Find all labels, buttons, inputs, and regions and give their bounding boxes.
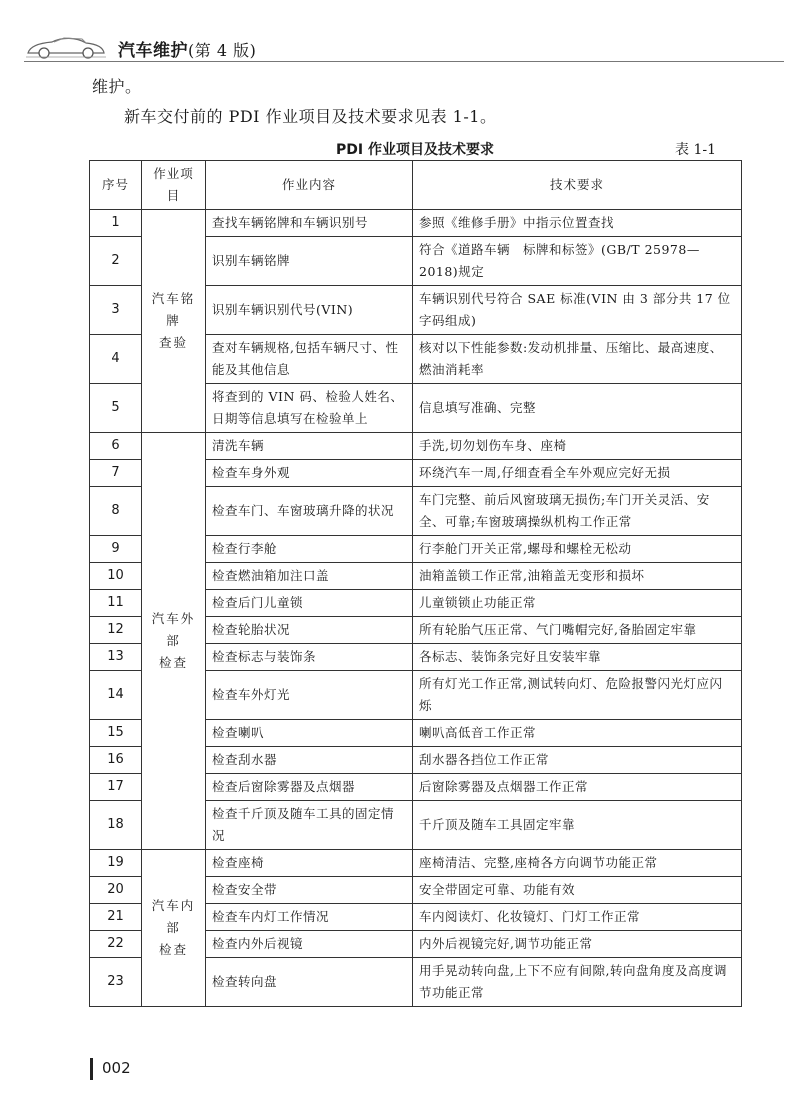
work-content-cell: 检查内外后视镜	[206, 931, 413, 958]
work-content-cell: 检查千斤顶及随车工具的固定情况	[206, 801, 413, 850]
requirement-cell: 环绕汽车一周,仔细查看全车外观应完好无损	[413, 460, 742, 487]
requirement-cell: 手洗,切勿划伤车身、座椅	[413, 433, 742, 460]
requirement-cell: 车门完整、前后风窗玻璃无损伤;车门开关灵活、安全、可靠;车窗玻璃操纵机构工作正常	[413, 487, 742, 536]
requirement-cell: 参照《维修手册》中指示位置查找	[413, 210, 742, 237]
paragraph-continuation: 维护。	[92, 77, 142, 96]
requirement-cell: 刮水器各挡位工作正常	[413, 747, 742, 774]
requirement-cell: 核对以下性能参数:发动机排量、压缩比、最高速度、燃油消耗率	[413, 335, 742, 384]
row-number: 11	[90, 590, 142, 617]
row-number: 5	[90, 384, 142, 433]
table-row	[90, 850, 742, 877]
work-content-cell: 检查行李舱	[206, 536, 413, 563]
row-number: 4	[90, 335, 142, 384]
category-cell: 汽车外部 检查	[142, 433, 206, 850]
row-number: 18	[90, 801, 142, 850]
book-title	[118, 36, 256, 61]
requirement-cell: 用手晃动转向盘,上下不应有间隙,转向盘角度及高度调节功能正常	[413, 958, 742, 1007]
header-category: 作业项目	[142, 161, 206, 210]
row-number: 19	[90, 850, 142, 877]
work-content-cell: 将查到的 VIN 码、检验人姓名、日期等信息填写在检验单上	[206, 384, 413, 433]
row-number: 23	[90, 958, 142, 1007]
header-no: 序号	[90, 161, 142, 210]
row-number: 10	[90, 563, 142, 590]
row-number: 22	[90, 931, 142, 958]
work-content-cell: 查对车辆规格,包括车辆尺寸、性能及其他信息	[206, 335, 413, 384]
work-content-cell: 检查转向盘	[206, 958, 413, 1007]
requirement-cell: 座椅清洁、完整,座椅各方向调节功能正常	[413, 850, 742, 877]
book-edition: (第 4 版)	[188, 41, 257, 60]
work-content-cell: 检查后窗除雾器及点烟器	[206, 774, 413, 801]
row-number: 17	[90, 774, 142, 801]
row-number: 16	[90, 747, 142, 774]
requirement-cell: 油箱盖锁工作正常,油箱盖无变形和损坏	[413, 563, 742, 590]
work-content-cell: 检查后门儿童锁	[206, 590, 413, 617]
pdi-table-body	[90, 210, 742, 1007]
work-content-cell: 检查车内灯工作情况	[206, 904, 413, 931]
row-number: 1	[90, 210, 142, 237]
work-content-cell: 检查车外灯光	[206, 671, 413, 720]
work-content-cell: 检查燃油箱加注口盖	[206, 563, 413, 590]
requirement-cell: 喇叭高低音工作正常	[413, 720, 742, 747]
car-logo-icon	[24, 34, 108, 60]
table-row	[90, 433, 742, 460]
row-number: 12	[90, 617, 142, 644]
header-content: 作业内容	[206, 161, 413, 210]
work-content-cell: 检查安全带	[206, 877, 413, 904]
work-content-cell: 检查车门、车窗玻璃升降的状况	[206, 487, 413, 536]
requirement-cell: 儿童锁锁止功能正常	[413, 590, 742, 617]
work-content-cell: 检查车身外观	[206, 460, 413, 487]
page-header	[24, 30, 784, 64]
row-number: 3	[90, 286, 142, 335]
work-content-cell: 检查座椅	[206, 850, 413, 877]
category-cell: 汽车内部 检查	[142, 850, 206, 1007]
requirement-cell: 安全带固定可靠、功能有效	[413, 877, 742, 904]
row-number: 7	[90, 460, 142, 487]
requirement-cell: 千斤顶及随车工具固定牢靠	[413, 801, 742, 850]
work-content-cell: 清洗车辆	[206, 433, 413, 460]
footer-bar	[90, 1058, 93, 1080]
category-cell: 汽车铭牌 查验	[142, 210, 206, 433]
table-header-row	[90, 161, 742, 210]
row-number: 21	[90, 904, 142, 931]
pdi-table	[89, 160, 742, 1007]
work-content-cell: 检查喇叭	[206, 720, 413, 747]
requirement-cell: 行李舱门开关正常,螺母和螺栓无松动	[413, 536, 742, 563]
page-number: 002	[102, 1059, 131, 1077]
row-number: 15	[90, 720, 142, 747]
requirement-cell: 所有灯光工作正常,测试转向灯、危险报警闪光灯应闪烁	[413, 671, 742, 720]
table-number: 表 1-1	[675, 142, 716, 158]
requirement-cell: 车内阅读灯、化妆镜灯、门灯工作正常	[413, 904, 742, 931]
book-title-text: 汽车维护	[118, 41, 188, 61]
requirement-cell: 内外后视镜完好,调节功能正常	[413, 931, 742, 958]
requirement-cell: 车辆识别代号符合 SAE 标准(VIN 由 3 部分共 17 位字码组成)	[413, 286, 742, 335]
requirement-cell: 所有轮胎气压正常、气门嘴帽完好,备胎固定牢靠	[413, 617, 742, 644]
row-number: 2	[90, 237, 142, 286]
row-number: 13	[90, 644, 142, 671]
header-rule	[24, 61, 784, 62]
requirement-cell: 各标志、装饰条完好且安装牢靠	[413, 644, 742, 671]
requirement-cell: 信息填写准确、完整	[413, 384, 742, 433]
work-content-cell: 检查刮水器	[206, 747, 413, 774]
work-content-cell: 查找车辆铭牌和车辆识别号	[206, 210, 413, 237]
work-content-cell: 识别车辆识别代号(VIN)	[206, 286, 413, 335]
table-row	[90, 210, 742, 237]
row-number: 8	[90, 487, 142, 536]
work-content-cell: 检查标志与装饰条	[206, 644, 413, 671]
paragraph-intro: 新车交付前的 PDI 作业项目及技术要求见表 1-1。	[124, 107, 497, 126]
work-content-cell: 识别车辆铭牌	[206, 237, 413, 286]
requirement-cell: 后窗除雾器及点烟器工作正常	[413, 774, 742, 801]
header-requirement: 技术要求	[413, 161, 742, 210]
row-number: 20	[90, 877, 142, 904]
requirement-cell: 符合《道路车辆 标牌和标签》(GB/T 25978—2018)规定	[413, 237, 742, 286]
row-number: 14	[90, 671, 142, 720]
work-content-cell: 检查轮胎状况	[206, 617, 413, 644]
row-number: 9	[90, 536, 142, 563]
table-caption: PDI 作业项目及技术要求	[336, 142, 494, 158]
row-number: 6	[90, 433, 142, 460]
